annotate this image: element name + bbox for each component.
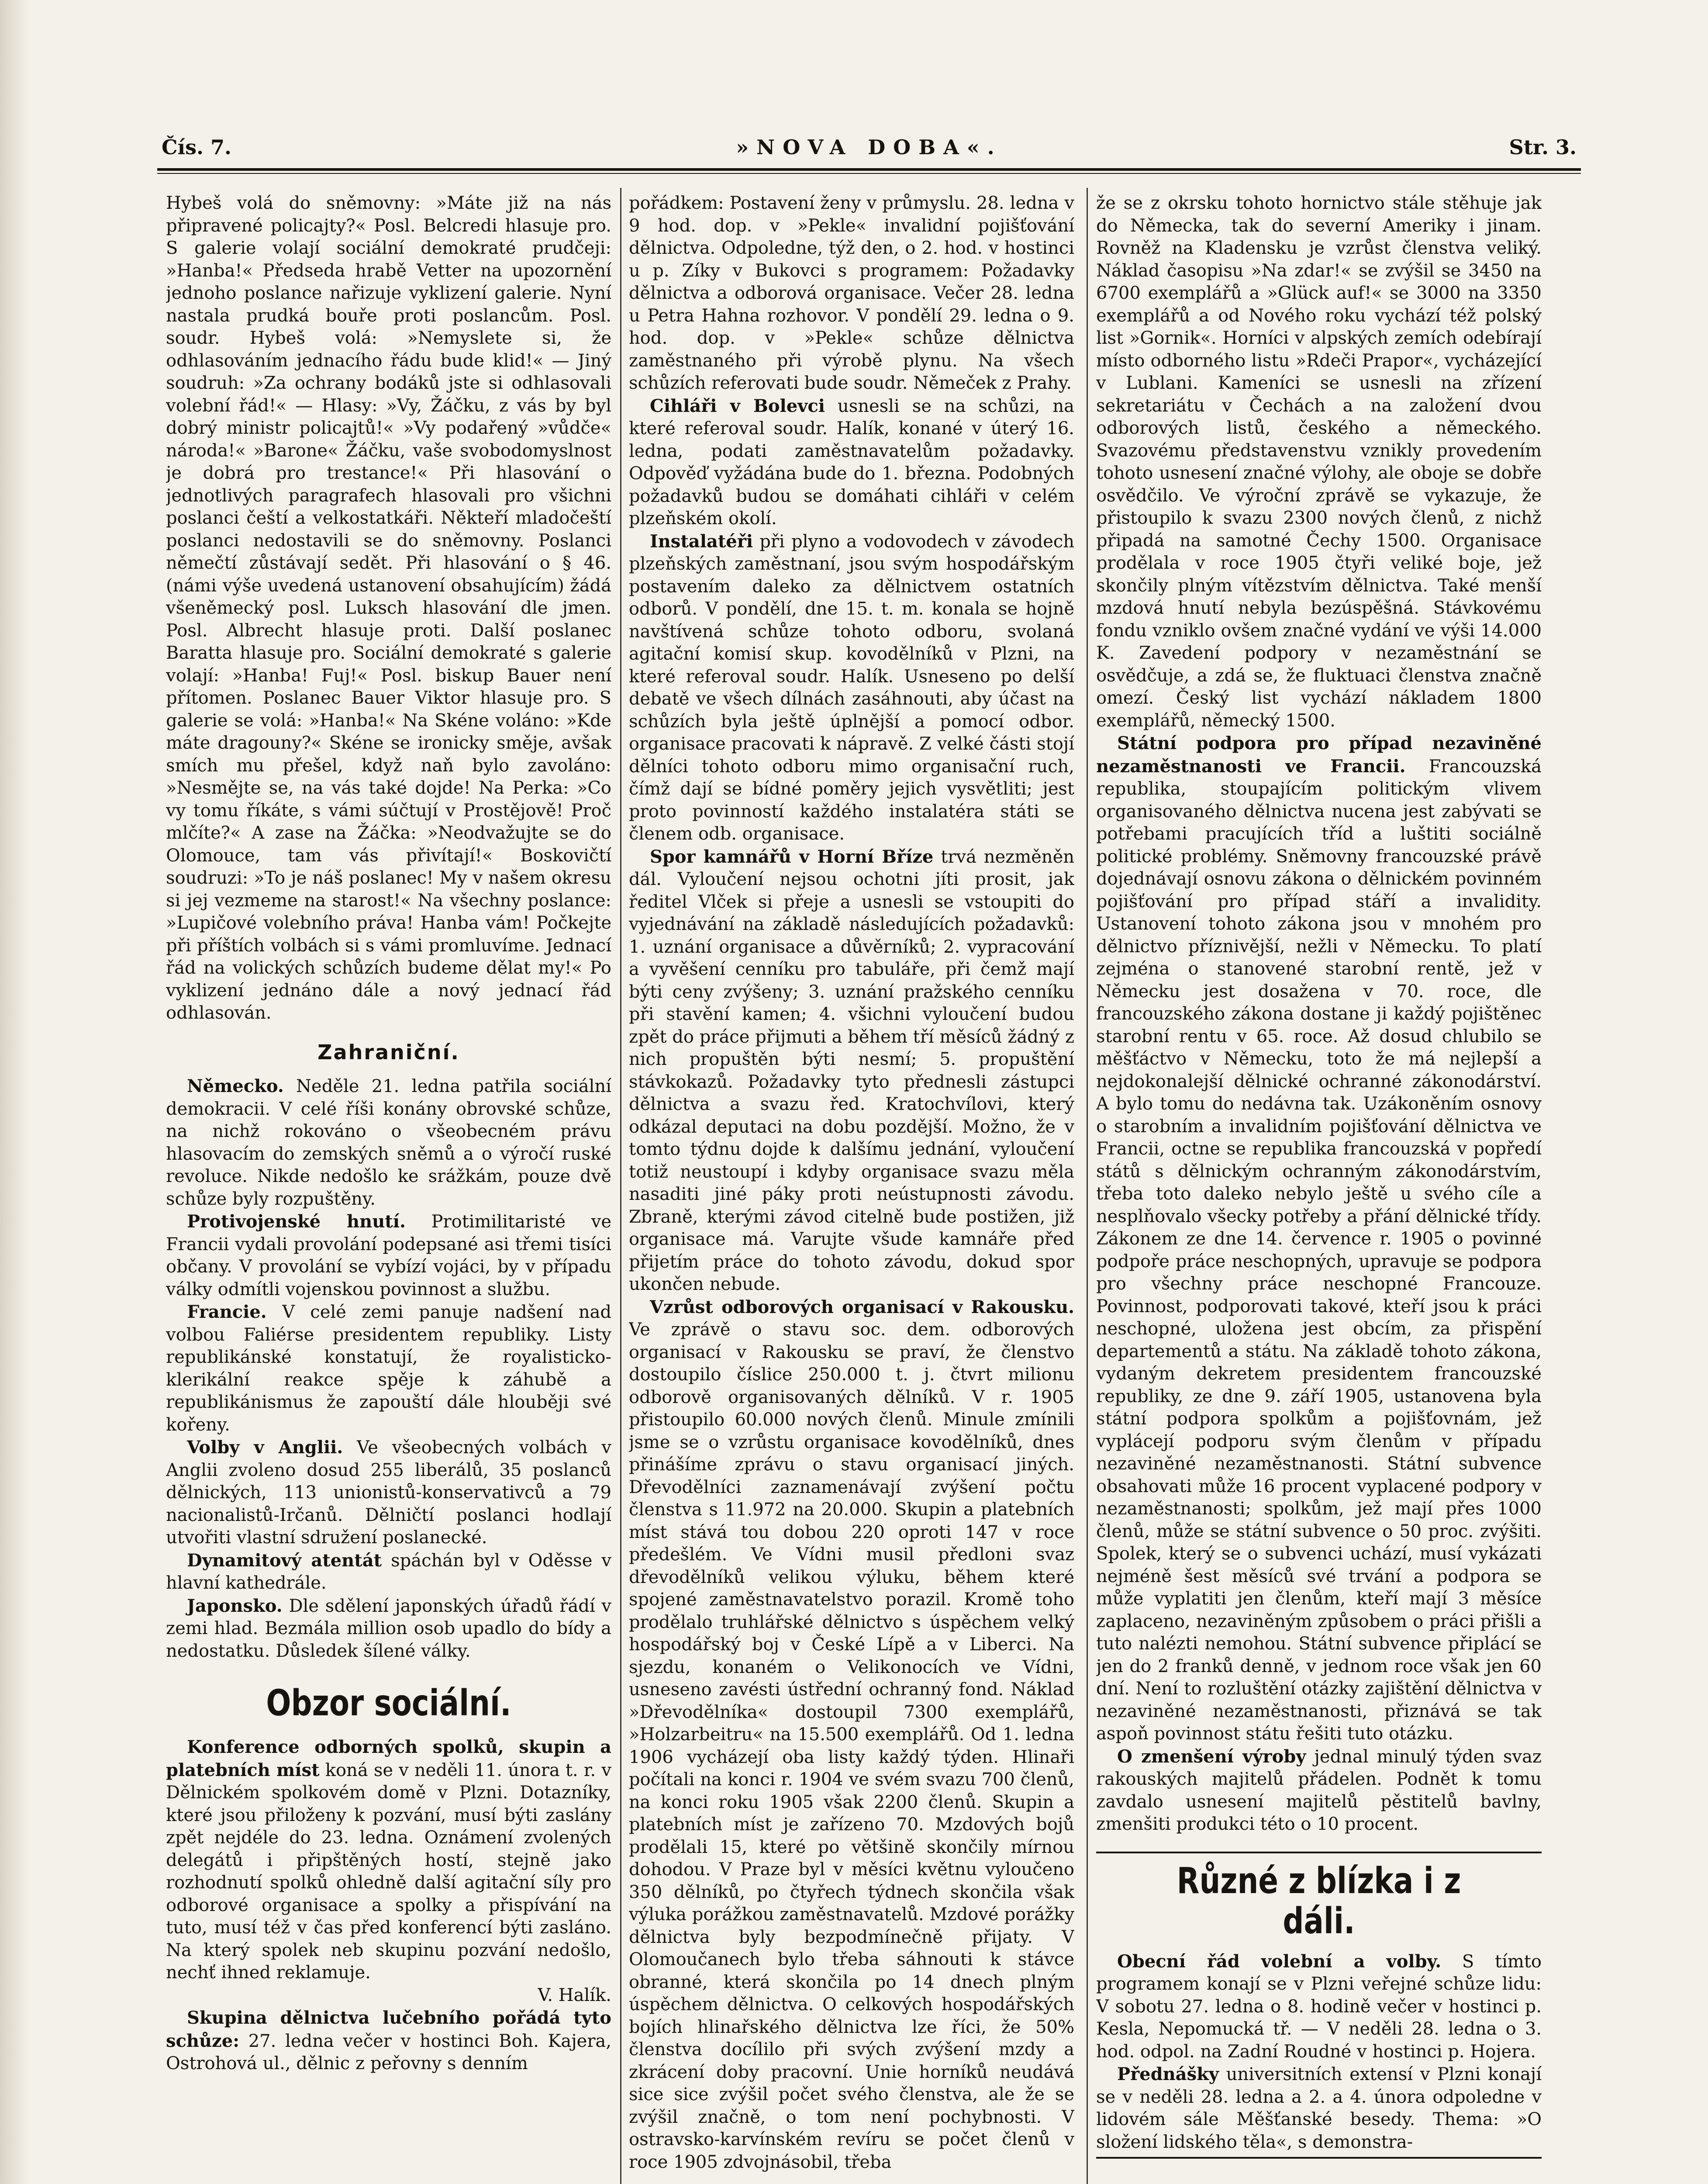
column-divider-1 xyxy=(620,188,621,2184)
news-item-lead: Německo. xyxy=(187,1076,284,1096)
news-item-lead: Spor kamnářů v Horní Bříze xyxy=(650,846,934,867)
column-divider-2 xyxy=(1087,188,1088,2184)
misc-section-box xyxy=(1096,1852,1542,2159)
header-rule-thin xyxy=(157,173,1581,174)
news-item xyxy=(629,1296,1074,2174)
column-3 xyxy=(1096,192,1542,2184)
news-item xyxy=(166,1301,611,1436)
news-item xyxy=(1096,2063,1542,2153)
news-item-lead: Protivojenské hnutí. xyxy=(187,1211,406,1232)
news-item-lead: Cihláři v Bolevci xyxy=(650,395,825,416)
news-item-lead: Skupina dělnictva lučebního pořádá tyto schůze: xyxy=(166,2008,611,2051)
news-item-lead: Japonsko. xyxy=(187,1595,283,1616)
news-item-lead: Instalatéři xyxy=(650,531,753,552)
news-item-text: V celé zemi panuje nadšení nad volbou Faliérse presidentem republiky. Listy republikánské konstatují, že royalisticko-klerikální reakce spěje k záhubě a republikánismus že zapouští dále hlouběji své kořeny. xyxy=(166,1302,611,1435)
news-item-text: Protimilitaristé ve Francii vydali provolání podepsané asi třemi tisíci občany. V provolání se vybízí vojáci, by v případu války odmítli vojenskou povinnost a službu. xyxy=(166,1212,611,1299)
news-item xyxy=(629,846,1074,1296)
news-item-lead: Dynamitový atentát xyxy=(187,1550,382,1571)
news-item xyxy=(166,1210,611,1301)
section-heading-misc: Různé z blízka i z dáli. xyxy=(1177,1860,1461,1942)
news-item xyxy=(1096,732,1542,1745)
news-item-lead: Volby v Anglii. xyxy=(187,1437,343,1458)
news-item xyxy=(166,1075,611,1210)
news-item-text: 27. ledna večer v hostinci Boh. Kajera, Ostrohová ul., dělnic z peřovny s denním xyxy=(166,2031,611,2073)
column-2 xyxy=(629,192,1074,2184)
news-item xyxy=(166,1549,611,1595)
news-item-text: jednal minulý týden svaz rakouských majitelů přádelen. Podnět k tomu zavdalo usnesení majitelů pěstitelů bavlny, zmenšiti produkci této o 10 procent. xyxy=(1096,1746,1542,1834)
news-item-text: Dle sdělení japonských úřadů řádí v zemi hlad. Bezmála million osob upadlo do bídy a nedostatku. Důsledek šílené války. xyxy=(166,1596,611,1661)
news-item-lead: Státní podpora pro případ nezaviněné nezaměstnanosti ve Francii. xyxy=(1096,733,1542,777)
news-item-text: spáchán byl v Oděsse v hlavní kathedrále. xyxy=(166,1550,611,1593)
news-item-text: trvá nezměněn dál. Vyloučení nejsou ochotni jíti prosit, jak ředitel Vlček si přeje a usnesli se vstoupiti do vyjednávání na základě následujících požadavků: 1. uznání organisace a důvěrníků; 2. vypracování a vyvěšení cenníku pro tabuláře, při čemž mají býti ceny zvýšeny; 3. uznání pražského cenníku při stavění kamen; 4. všichni vyloučení budou zpět do práce přijmuti a během tří měsíců žádný z nich propuštěn býti nesmí; 5. propuštění stávkokazů. Požadavky tyto přednesli zástupci dělnictva a svazu řed. Kratochvílovi, který odkázal deputaci na dobu pozdější. Možno, že v tomto týdnu dojde k dalšímu jednání, vyloučení totiž neustoupí i kdyby organisace svazu měla nasaditi jiné páky proti neústupnosti závodu. Zbraně, kterými závod citelně bude postižen, již organisace má. Varujte všude kamnáře před přijetím práce do tohoto závodu, dokud spor ukončen nebude. xyxy=(629,847,1074,1294)
news-item-text: Neděle 21. ledna patřila sociální demokracii. V celé říši konány obrovské schůze, na nichž rokováno o všeobecném právu hlasovacím do zemských sněmů a o výročí ruské revoluce. Nikde nedošlo ke srážkám, pouze dvě schůze byly rozpuštěny. xyxy=(166,1076,611,1209)
signature: V. Halík. xyxy=(538,1985,611,2005)
news-item xyxy=(629,530,1074,846)
news-item-lead: Francie. xyxy=(187,1302,267,1322)
parliament-report: Hybeš volá do sněmovny: »Máte již na nás připravené policajty?« Posl. Belcredi hlasuje pro. S galerie volají sociální demokraté prudčeji: »Hanba!« Předseda hrabě Vetter na upozornění jednoho poslance nařizuje vyklizení galerie. Nyní nastala prudká bouře proti poslancům. Posl. soudr. Hybeš volá: »Nemyslete si, že odhlasováním jednacího řádu bude klid!« — Jiný soudruh: »Za ochrany bodáků jste si odhlasovali volební řád!« — Hlasy: »Vy, Žáčku, z vás by byl dobrý ministr policajtů!« »Vy podařený »vůdče« národa!« »Barone« Žáčku, vaše svobodomyslnost je dobrá pro trestance!« Při hlasování o jednotlivých paragrafech hlasovali pro všichni poslanci čeští a velkostatkáři. Někteří mladočeští poslanci nedostavili se do sněmovny. Poslanci němečtí zůstávají sedět. Při hlasování o § 46. (námi výše uvedená ustanovení obsahujícím) žádá všeněmecký posl. Luksch hlasování dle jmen. Posl. Albrecht hlasuje proti. Další poslanec Baratta hlasuje pro. Sociální demokraté s galerie volají: »Hanba! Fuj!« Posl. biskup Bauer není přítomen. Poslanec Bauer Viktor hlasuje pro. S galerie se volá: »Hanba!« Na Skéne voláno: »Kde máte dragouny?« Skéne se ironicky směje, avšak smích mu přešel, když naň bylo zavoláno: »Nesmějte se, na vás také dojde! Na Perka: »Co vy tomu říkáte, s vámi súčtují v Prostějově! Proč mlčíte?« A zase na Žáčka: »Neodvažujte se do Olomouce, tam vás přivítají!« Boskovičtí soudruzi: »To je náš poslanec! My v našem okresu si jej vezmeme na starost!« Na všechny poslance: »Lupičové volebního práva! Hanba vám! Počkejte při příštích volbách si s vámi promluvíme. Jednací řád na volických schůzích budeme dělat my!« Po vyklizení jednáno dále a nový jednací řád odhlasován. xyxy=(166,193,611,1023)
section-heading-foreign: Zahraniční. xyxy=(317,1040,460,1064)
news-item-text: Francouzská republika, stoupajícím politickým vlivem organisovaného dělnictva nucena jest zabývati se potřebami pracujících tříd a luštiti sociálně politické problémy. Sněmovny francouzské právě dojednávají osnovu zákona o dělnickém povinném pojišťování pro případ stáří a invalidity. Ustanovení tohoto zákona jsou v mnohém pro dělnictvo příznivější, nežli v Německu. To platí zejména o stanovené starobní rentě, jež v Německu jest dosažena v 70. roce, dle francouzského zákona dostane ji každý pojištěnec starobní rentu v 65. roce. Až dosud chlubilo se měšťáctvo v Německu, toto že má nejlepší a nejdokonalejší dělnické ochranné zákonodárství. A bylo tomu do nedávna tak. Uzákoněním osnovy o starobním a invalidním pojišťování dělnictva ve Francii, octne se republika francouzská v popředí států s dělnickým ochranným zákonodárstvím, třeba toto daleko nebylo ještě u svého cíle a nesplňovalo všecky potřeby a přání dělnické třídy. Zákonem ze dne 14. července r. 1905 o povinné podpoře práce neschopných, upravuje se podpora pro všechny práce neschopné Francouze. Povinnost, podporovati takové, kteří jsou k práci neschopné, uložena jest obcím, za přispění departementů a státu. Na základě tohoto zákona, vydaným dekretem presidentem francouzské republiky, ze dne 9. září 1905, ustanovena byla státní podpora spolkům a pojišťovnám, jež vyplácejí podporu svým členům v případu nezaviněné nezaměstnanosti. Státní subvence obsahovati může 16 procent vyplacené podpory v nezaměstnanosti; spolkům, jež mají přes 1000 členů, může se státní subvence o 50 proc. zvýšiti. Spolek, který se o subvenci uchází, musí vykázati nejméně šest měsíců své trvání a podpora se může vyplatiti jen členům, kteří mají 3 měsíce zaplaceno, nezaviněným způsobem o práci přišli a tuto nalézti nemohou. Státní subvence připlácí se jen do 2 franků denně, v jednom roce však jen 60 dní. Není to rozluštění otázky zajištění dělnictva v nezaviněné nezaměstnanosti, přiznává se tak aspoň povinnost státu řešiti tuto otázku. xyxy=(1096,756,1542,1744)
news-item-text: S tímto programem konají se v Plzni veřejné schůze lidu: V sobotu 27. ledna o 8. hodině večer v hostinci p. Kesla, Nepomucká tř. — V neděli 28. ledna o 3. hod. odpol. na Zadní Roudné v hostinci p. Hojera. xyxy=(1096,1951,1542,2062)
header-rule-thick xyxy=(157,168,1581,171)
column-1 xyxy=(166,192,611,2184)
news-item-lead: Konference odborných spolků, skupin a platebních míst xyxy=(166,1737,611,1780)
news-item xyxy=(1096,1950,1542,2063)
news-item-lead: Vzrůst odborových organisací v Rakousku. xyxy=(650,1296,1074,1317)
masthead xyxy=(157,131,1581,166)
news-item-text: universitních extensí v Plzni konají se v neděli 28. ledna a 2. a 4. února odpoledne v lidovém sále Měšťanské besedy. Thema: »O složení lidského těla«, s demonstra- xyxy=(1096,2064,1542,2152)
issue-number: Čís. 7. xyxy=(162,135,232,159)
news-item-text: koná se v neděli 11. února t. r. v Dělnickém spolkovém domě v Plzni. Dotazníky, které jsou přiloženy k pozvání, musí býti zaslány zpět nejdéle do 23. ledna. Oznámení zvolených delegátů i připštěných hostí, stejně jako rozhodnutí spolků ohledně další agitační síly pro odborové organisace a spolky a přispívání na tuto, musí též v čas před konferencí býti zasláno. Na který spolek neb skupinu pozvání nedošlo, nechť ihned reklamuje. xyxy=(166,1760,611,1983)
news-item-lead: Přednášky xyxy=(1117,2064,1219,2084)
newspaper-title: »NOVA DOBA«. xyxy=(736,135,1002,159)
news-item-lead: O zmenšení výroby xyxy=(1117,1746,1306,1767)
news-item-text: Ve všeobecných volbách v Anglii zvoleno dosud 255 liberálů, 35 poslanců dělnických, 113 unionistů-konservativců a 79 nacionalistů-Irčanů. Dělničtí poslanci hodlají utvořiti vlastní sdružení poslanecké. xyxy=(166,1438,611,1548)
news-item xyxy=(629,395,1074,530)
news-item xyxy=(166,1436,611,1549)
page-number: Str. 3. xyxy=(1509,135,1577,159)
news-item-lead: Obecní řád volební a volby. xyxy=(1117,1951,1442,1972)
news-item xyxy=(166,2007,611,2075)
news-item-text: usnesli se na schůzi, na které referoval soudr. Halík, konané v úterý 16. ledna, podati zaměstnavatelům požadavky. Odpověď vyžádána bude do 1. března. Podobných požadavků budou se domáhati cihláři v celém plzeňském okolí. xyxy=(629,396,1074,529)
news-item-text: při plyno a vodovodech v závodech plzeňských zaměstnaní, jsou svým hospodářským postavením daleko za dělnictvem ostatních odborů. V pondělí, dne 15. t. m. konala se hojně navštívená schůze tohoto odboru, svolaná agitační komisí skup. kovodělníků v Plzni, na které referoval soudr. Halík. Usneseno po delší debatě ve všech dílnách zasáhnouti, aby účast na schůzích byla ještě úplnější a pomocí odbor. organisace pracovati k nápravě. Z velké části stojí dělníci tohoto odboru mimo organisační ruch, čímž dají se bídné poměry jejich vysvětliti; jest proto povinností každého instalatéra státi se členem odb. organisace. xyxy=(629,531,1074,844)
continued-text: že se z okrsku tohoto hornictvo stále stěhuje jak do Německa, tak do severní Ameriky i jinam. Rovněž na Kladensku je vzrůst členstva veliký. Náklad časopisu »Na zdar!« se zvýšil se 3450 na 6700 exemplářů a »Glück auf!« se 3000 na 3350 exemplářů a od Nového roku vychází též polský list »Gornik«. Horníci v alpských zemích odebírají místo odborného listu »Rdeči Prapor«, vycházející v Lublani. Kameníci se usnesli na zřízení sekretariátu v Čechách a na založení dvou odborových listů, českého a německého. Svazovému představenstvu vznikly provedením tohoto usnesení značné výlohy, ale oboje se dobře osvědčilo. Ve výroční zprávě se vykazuje, že přistoupilo k svazu 2300 nových členů, z nichž připadá na samotné Čechy 1500. Organisace prodělala v roce 1905 čtyři veliké boje, jež skončily plným vítězstvím dělnictva. Také menší mzdová hnutí nebyla bezúspěšná. Stávkovému fondu vzniklo ovšem značné vydání ve výši 14.000 K. Zavedení podpory v nezaměstnání se osvědčuje, a zdá se, že fluktuaci členstva značně omezí. Český list vychází nákladem 1800 exemplářů, německý 1500. xyxy=(1096,193,1542,731)
news-item xyxy=(1096,1745,1542,1836)
section-heading-social: Obzor sociální. xyxy=(266,1683,511,1724)
news-item xyxy=(166,1595,611,1663)
news-item-text: Ve zprávě o stavu soc. dem. odborových organisací v Rakousku se praví, že členstvo dostoupilo číslice 250.000 t. j. čtvrt milionu odborově organisovaných dělníků. V r. 1905 přistoupilo 60.000 nových členů. Minule zmínili jsme se o vzrůstu organisace kovodělníků, dnes přinášíme zprávu o stavu organisací jiných. Dřevodělníci zaznamenávají zvýšení počtu členstva s 11.972 na 20.000. Skupin a platebních míst stává tou dobou 220 oproti 147 v roce předešlém. Ve Vídni musil předloni svaz dřevodělníků velikou výluku, během které spojené zaměstnavatelstvo porazil. Kromě toho prodělalo truhlářské dělnictvo s úspěchem velký hospodářský boj v České Lípě a v Liberci. Na sjezdu, konaném o Velikonocích ve Vídni, usneseno zavésti ústřední ochranný fond. Náklad »Dřevodělníka« dostoupil 7300 exemplářů, »Holzarbeitru« na 15.500 exemplářů. Od 1. ledna 1906 vycházejí oba listy každý týden. Hlinaři počítali na konci r. 1904 ve svém svazu 700 členů, na konci roku 1905 však 2200 členů. Skupin a platebních míst je zařízeno 70. Mzdových bojů prodělali 15, které po většině skončily mírnou dohodou. V Praze byl v měsíci květnu vyloučeno 350 dělníků, po čtyřech týdnech skončila však výluka porážkou zaměstnavatelů. Mzdové porážky dělnictva byly bezpodmínečně přijaty. V Olomoučanech bylo třeba sáhnouti k stávce obranné, která skončila po 14 dnech plným úspěchem dělnictva. O celkových hospodářských bojích hlinařského dělnictva lze říci, že 50% členstva docílilo při svých zvýšení mzdy a zkrácení doby pracovní. Unie horníků neudává sice sice zvýšil počet svého členstva, ale že se zvýšil značně, o tom není pochybnosti. V ostravsko-karvínském revíru se počet členů v roce 1905 zdvojnásobil, třeba xyxy=(629,1320,1074,2172)
continued-text: pořádkem: Postavení ženy v průmyslu. 28. ledna v 9 hod. dop. v »Pekle« invalidní pojišťování dělnictva. Odpoledne, týž den, o 2. hod. v hostinci u p. Zíky v Bukovci s programem: Požadavky dělnictva a odborová organisace. Večer 28. ledna u Petra Hahna rozhovor. V pondělí 29. ledna o 9. hod. dop. v »Pekle« schůze dělnictva zaměstnaného při výrobě plynu. Na všech schůzích referovati bude soudr. Němeček z Prahy. xyxy=(629,193,1074,393)
page-fold-shadow xyxy=(0,0,31,2184)
news-item xyxy=(166,1736,611,1984)
